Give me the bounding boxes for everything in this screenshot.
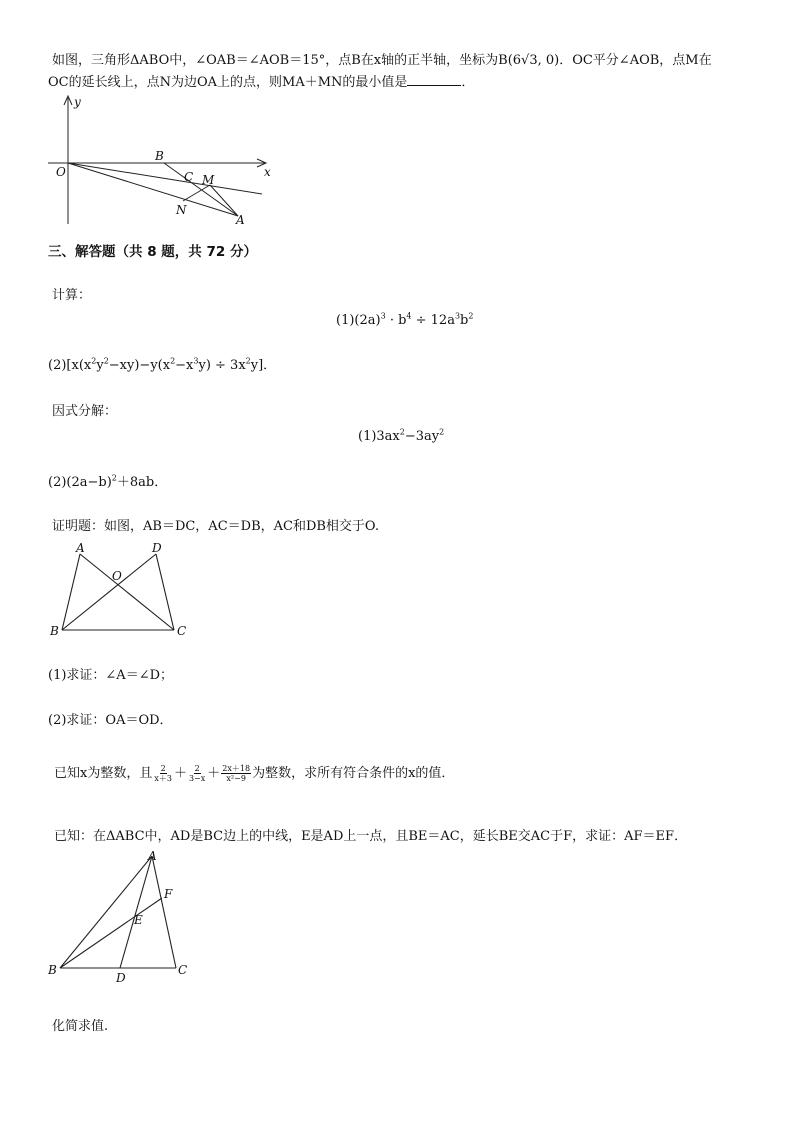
q2-part1 (336, 312, 473, 330)
expr-text: −xy)−y(x (108, 358, 171, 373)
q5-pre: 已知x为整数，且 (54, 766, 153, 781)
q3-part2 (48, 474, 167, 492)
q2-part2 (48, 357, 276, 375)
line-oc-extended (68, 163, 262, 194)
numerator: 2 (160, 764, 166, 773)
q6-text: 已知：在ΔABC中，AD是BC边上的中线，E是AD上一点，且BE＝AC，延长BE交AC于F，求证：AF＝EF． (54, 829, 688, 844)
label-d: D (116, 971, 126, 985)
expr-text: −x (175, 358, 194, 373)
segment-ac (80, 554, 174, 630)
q6-triangle-figure (40, 846, 200, 986)
expr-text: (2)[x(x (48, 358, 92, 373)
exponent: 2 (399, 427, 405, 437)
segment-bf (60, 898, 162, 968)
q1-coordinate-figure (40, 92, 280, 232)
exponent: 2 (103, 356, 109, 366)
label-b: B (155, 149, 164, 163)
q4-intro: 证明题：如图，AB＝DC，AC＝DB，AC和DB相交于O. (52, 519, 379, 534)
plus-sign: ＋ (207, 766, 221, 781)
denominator: x＋3 (154, 774, 172, 783)
label-d: D (152, 541, 162, 555)
exponent: 2 (111, 473, 117, 483)
expr-text: (2)(2a−b) (48, 475, 112, 490)
segment-oa (68, 163, 238, 216)
expr-text: ÷ 12a (411, 313, 455, 328)
q5-post: 为整数，求所有符合条件的x的值． (252, 766, 455, 781)
segment-ab (62, 554, 80, 630)
q5-text (54, 762, 454, 786)
label-b: B (50, 624, 59, 638)
q7-text: 化简求值. (52, 1019, 109, 1034)
label-n: N (176, 203, 187, 217)
label-c: C (178, 963, 188, 977)
answer-blank (407, 73, 461, 86)
expr-text: −3ay (404, 429, 440, 444)
label-a: A (76, 541, 85, 555)
expr-text: ＋8ab． (116, 475, 168, 490)
expr-text: (1)(2a) (336, 313, 381, 328)
fraction-2 (188, 764, 206, 783)
segment-ad (120, 856, 152, 968)
label-o: O (112, 569, 122, 583)
q4-part2: (2)求证：OA＝OD． (48, 713, 173, 728)
label-b: B (48, 963, 57, 977)
exponent: 3 (454, 311, 461, 321)
label-m: M (202, 173, 215, 187)
segment-ac (152, 856, 176, 968)
label-o: O (56, 165, 66, 179)
exponent: 2 (245, 356, 251, 366)
label-f: F (164, 887, 173, 901)
q4-part1: (1)求证：∠A＝∠D； (48, 668, 174, 683)
expr-text: y]． (250, 358, 277, 373)
q3-intro: 因式分解： (52, 404, 118, 419)
q2-intro: 计算： (52, 288, 92, 303)
exponent: 2 (468, 311, 474, 321)
plus-sign: ＋ (173, 766, 187, 781)
exponent: 2 (91, 356, 97, 366)
exponent: 2 (439, 427, 445, 437)
expr-text: b (460, 313, 469, 328)
label-y: y (74, 95, 81, 109)
label-e: E (134, 913, 143, 927)
expr-text: · b (385, 313, 407, 328)
fraction-3 (221, 764, 251, 783)
q1-text-line2-end: ． (461, 75, 475, 90)
exponent: 3 (193, 356, 199, 366)
exponent: 2 (170, 356, 176, 366)
expr-text: (1)3ax (358, 429, 400, 444)
fraction-1 (153, 764, 173, 783)
expr-text: y (96, 358, 104, 373)
segment-db (62, 554, 156, 630)
section-heading: 三、解答题（共 8 题，共 72 分） (48, 244, 257, 260)
label-a: A (236, 213, 245, 227)
q1-text-line2-main: OC的延长线上，点N为边OA上的点，则MA＋MN的最小值是 (48, 75, 408, 90)
label-c: C (177, 624, 187, 638)
numerator: 2 (194, 764, 200, 773)
q1-text-line2 (48, 73, 474, 92)
label-x: x (264, 165, 271, 179)
q3-part1 (358, 428, 444, 446)
segment-cd (156, 554, 174, 630)
exponent: 4 (406, 311, 412, 321)
denominator: 3−x (188, 774, 206, 783)
expr-text: y) ÷ 3x (198, 358, 246, 373)
segment-ab (60, 856, 152, 968)
denominator: x²−9 (226, 774, 246, 783)
exponent: 3 (380, 311, 386, 321)
q4-trapezoid-figure (44, 538, 204, 644)
numerator: 2x＋18 (222, 764, 251, 773)
q1-text-line1: 如图，三角形ΔABO中，∠OAB＝∠AOB＝15°，点B在x轴的正半轴，坐标为B(6√3, 0)．OC平分∠AOB，点M在 (52, 53, 712, 68)
label-a: A (148, 849, 157, 863)
label-c: C (184, 170, 194, 184)
